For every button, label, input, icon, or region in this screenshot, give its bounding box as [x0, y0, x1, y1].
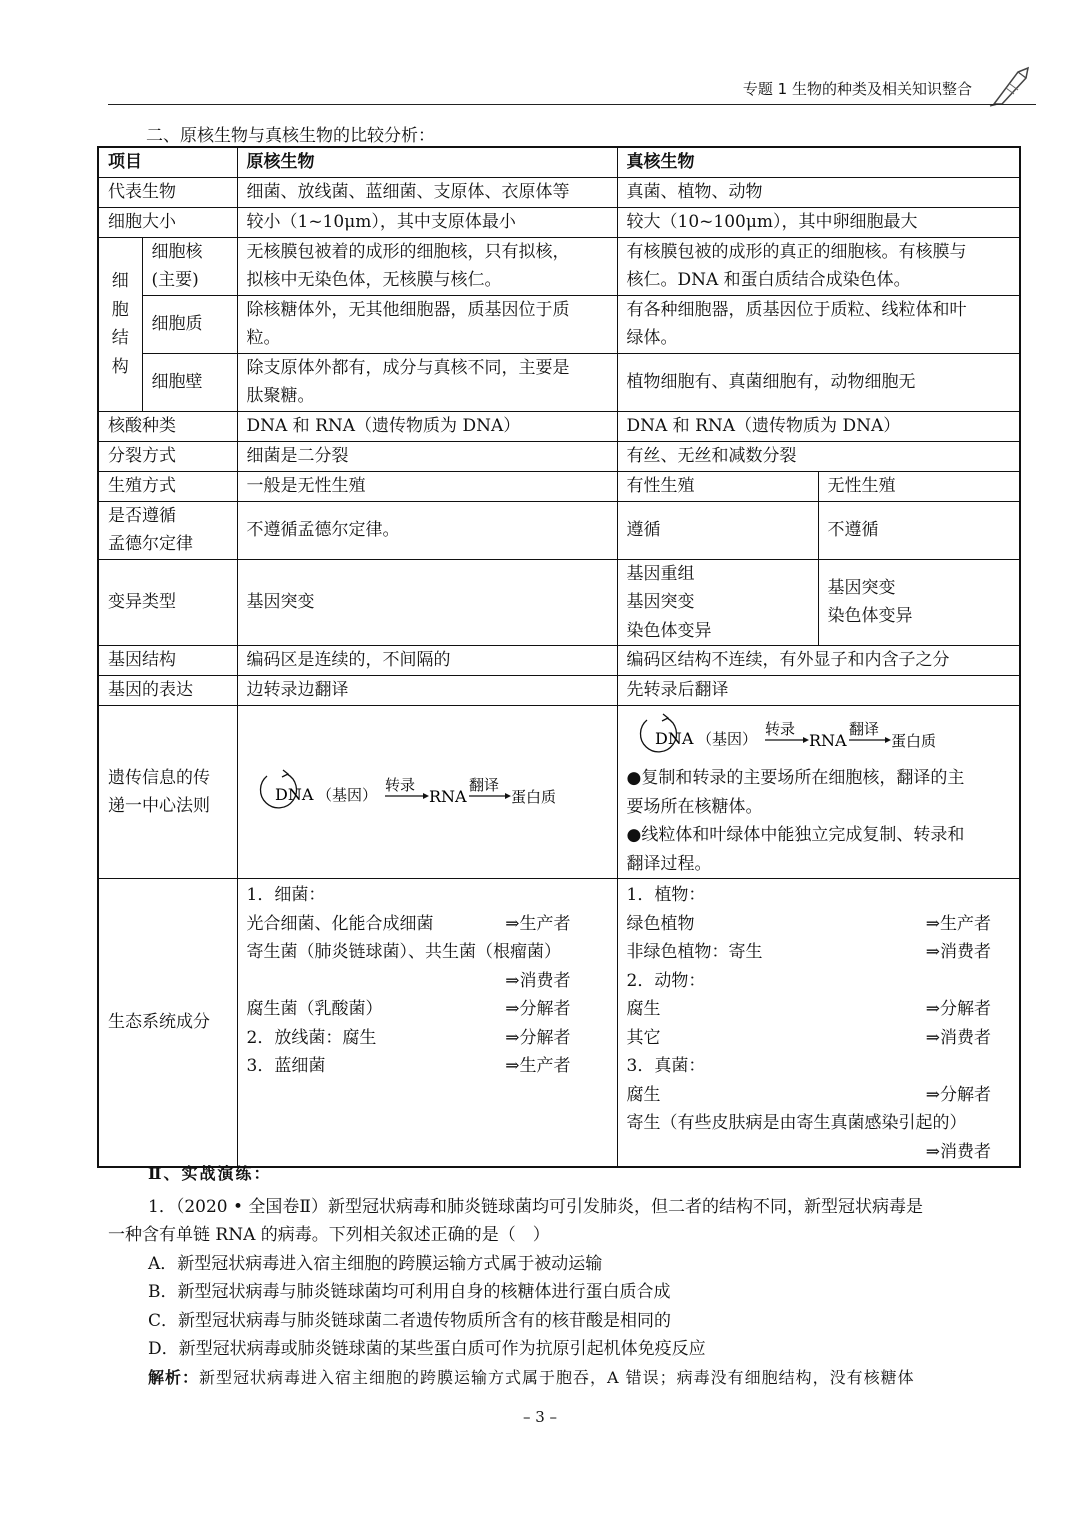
cell-eukaryote — [617, 237, 1020, 295]
group-char: 构 — [111, 356, 129, 377]
cell-eukaryote — [617, 879, 1020, 1168]
central-dogma-diagram-eukaryote — [627, 710, 947, 764]
cell-eukaryote-a — [617, 559, 818, 646]
analysis-text: 新型冠状病毒进入宿主细胞的跨膜运输方式属于胞吞，A 错误；病毒没有细胞结构，没有核糖体 — [199, 1367, 915, 1387]
text-line: 绿体。 — [626, 328, 678, 348]
cell-eukaryote-b: 无性生殖 — [818, 471, 1020, 501]
arrowhead-icon — [282, 770, 288, 777]
option-b: B．新型冠状病毒与肺炎链球菌均可利用自身的核糖体进行蛋白质合成 — [148, 1282, 671, 1302]
eco-line: 1．植物： — [626, 885, 706, 905]
table-header-row — [98, 147, 1020, 177]
option-a: A．新型冠状病毒进入宿主细胞的跨膜运输方式属于被动运输 — [148, 1253, 603, 1274]
cell-eukaryote: DNA 和 RNA（遗传物质为 DNA） — [617, 411, 1020, 441]
row-label: 变异类型 — [98, 559, 237, 646]
label-line: (主要) — [151, 270, 199, 290]
cell-eukaryote-a: 有性生殖 — [617, 471, 818, 501]
cell-eukaryote — [617, 706, 1020, 879]
text-line: 基因重组 — [626, 563, 695, 584]
note-line: 要场所在核糖体。 — [626, 796, 763, 817]
header-prokaryote: 原核生物 — [237, 147, 617, 177]
central-dogma-diagram — [247, 762, 567, 822]
cell-eukaryote — [617, 295, 1020, 353]
flow-transcription: 转录 — [384, 776, 415, 794]
cell-eukaryote-a: 遵循 — [617, 501, 818, 559]
header-item: 项目 — [98, 147, 237, 177]
eco-line: 2．动物： — [626, 970, 706, 991]
table-row — [98, 879, 1020, 1168]
text-line: 粒。 — [246, 328, 281, 348]
text-line: 基因突变 — [827, 577, 896, 598]
row-label: 生殖方式 — [98, 471, 237, 501]
table-row — [98, 177, 1020, 207]
eco-line: ⇒消费者 — [505, 970, 571, 991]
header-eukaryote: 真核生物 — [617, 147, 1020, 177]
practice-heading: Ⅱ、实战演练： — [148, 1164, 272, 1183]
table-row — [98, 646, 1020, 676]
row-label — [98, 706, 237, 879]
label-line: 细胞核 — [151, 241, 203, 262]
text-line: 拟核中无染色体，无核膜与核仁。 — [246, 270, 502, 290]
cell-prokaryote: 细菌是二分裂 — [237, 441, 617, 471]
question-line: 一种含有单链 RNA 的病毒。下列相关叙述正确的是（ ） — [108, 1225, 550, 1245]
eco-line: 2．放线菌：腐生 ⇒分解者 — [246, 1027, 571, 1048]
text-line: 无核膜包被着的成形的细胞核，只有拟核， — [246, 241, 570, 262]
eco-line: 腐生 ⇒分解者 — [626, 1084, 991, 1105]
cell-prokaryote — [237, 295, 617, 353]
cell-eukaryote: 编码区结构不连续，有外显子和内含子之分 — [617, 646, 1020, 676]
flow-transcription: 转录 — [764, 720, 795, 738]
cell-structure-group — [98, 237, 142, 411]
row-label-wall: 细胞壁 — [142, 353, 237, 411]
cell-prokaryote: DNA 和 RNA（遗传物质为 DNA） — [237, 411, 617, 441]
text-line: 核仁。DNA 和蛋白质结合成染色体。 — [626, 270, 911, 290]
table-row — [98, 353, 1020, 411]
eco-line: 光合细菌、化能合成细菌 ⇒生产者 — [246, 913, 571, 934]
row-label: 分裂方式 — [98, 441, 237, 471]
eco-line: 非绿色植物：寄生 ⇒消费者 — [626, 942, 991, 962]
row-label-nucleus — [142, 237, 237, 295]
cell-prokaryote — [237, 353, 617, 411]
table-row — [98, 207, 1020, 237]
cell-eukaryote: 先转录后翻译 — [617, 676, 1020, 706]
cell-eukaryote: 有丝、无丝和减数分裂 — [617, 441, 1020, 471]
page-number: – 3 – — [522, 1408, 558, 1426]
group-char: 胞 — [111, 299, 129, 320]
header-title: 专题 1 生物的种类及相关知识整合 — [742, 80, 972, 98]
cell-prokaryote — [237, 706, 617, 879]
analysis — [108, 1364, 1020, 1393]
cell-prokaryote: 细菌、放线菌、蓝细菌、支原体、衣原体等 — [237, 177, 617, 207]
flow-rna: RNA — [808, 731, 847, 750]
table-row — [98, 559, 1020, 646]
row-label: 核酸种类 — [98, 411, 237, 441]
cell-prokaryote — [237, 879, 617, 1168]
group-char: 细 — [111, 271, 129, 291]
eco-line: ⇒消费者 — [925, 1141, 991, 1162]
cell-prokaryote: 边转录边翻译 — [237, 676, 617, 706]
cell-eukaryote: 植物细胞有、真菌细胞有，动物细胞无 — [617, 353, 1020, 411]
text-line: 有核膜包被的成形的真正的细胞核。有核膜与 — [626, 241, 967, 262]
flow-translation: 翻译 — [848, 720, 879, 738]
table-row — [98, 676, 1020, 706]
row-label: 基因的表达 — [98, 676, 237, 706]
flow-rna: RNA — [428, 787, 467, 806]
eco-line: 3．蓝细菌 ⇒生产者 — [246, 1056, 571, 1076]
table-row — [98, 471, 1020, 501]
cell-prokaryote: 基因突变 — [237, 559, 617, 646]
table-row — [98, 237, 1020, 295]
pen-icon — [988, 64, 1036, 108]
text-line: 有各种细胞器，质基因位于质粒、线粒体和叶 — [626, 299, 967, 320]
section-title: 二、原核生物与真核生物的比较分析： — [146, 126, 435, 146]
note-line: ●复制和转录的主要场所在细胞核，翻译的主 — [626, 768, 965, 788]
eco-line: 腐生 ⇒分解者 — [626, 999, 991, 1019]
option-d: D．新型冠状病毒或肺炎链球菌的某些蛋白质可作为抗原引起机体免疫反应 — [148, 1339, 706, 1359]
label-line: 递一中心法则 — [108, 796, 210, 816]
group-char: 结 — [111, 328, 129, 348]
cell-eukaryote: 较大（10~100μm），其中卵细胞最大 — [617, 207, 1020, 237]
cell-prokaryote: 编码区是连续的，不间隔的 — [237, 646, 617, 676]
flow-protein: 蛋白质 — [890, 732, 936, 750]
text-line: 肽聚糖。 — [246, 386, 315, 406]
text-line: 染色体变异 — [626, 620, 712, 641]
cell-prokaryote: 不遵循孟德尔定律。 — [237, 501, 617, 559]
eco-line: 3．真菌： — [626, 1056, 706, 1076]
table-row — [98, 295, 1020, 353]
flow-gene: （基因） — [696, 730, 757, 748]
text-line: 除支原体外都有，成分与真核不同，主要是 — [246, 357, 570, 378]
question-line: 1．（2020 • 全国卷Ⅱ）新型冠状病毒和肺炎链球菌均可引发肺炎，但二者的结构不同，新型冠状病毒是 — [148, 1196, 923, 1217]
cell-prokaryote: 一般是无性生殖 — [237, 471, 617, 501]
table-row — [98, 501, 1020, 559]
cell-prokaryote — [237, 237, 617, 295]
flow-protein: 蛋白质 — [510, 788, 556, 806]
eco-line: 1．细菌： — [246, 885, 326, 905]
label-line: 遗传信息的传 — [108, 767, 210, 788]
cell-eukaryote: 真菌、植物、动物 — [617, 177, 1020, 207]
eco-line: 绿色植物 ⇒生产者 — [626, 913, 991, 934]
cell-eukaryote-b: 不遵循 — [818, 501, 1020, 559]
text-line: 除核糖体外，无其他细胞器，质基因位于质 — [246, 299, 570, 320]
label-line: 孟德尔定律 — [108, 534, 193, 554]
text-line: 基因突变 — [626, 592, 695, 612]
table-row — [98, 441, 1020, 471]
note-line: 翻译过程。 — [626, 853, 712, 874]
header-divider — [108, 104, 1036, 105]
label-line: 是否遵循 — [108, 505, 176, 526]
eco-line: 寄生菌（肺炎链球菌）、共生菌（根瘤菌） — [246, 942, 561, 962]
cell-eukaryote-b — [818, 559, 1020, 646]
table-row — [98, 411, 1020, 441]
comparison-table — [97, 146, 1021, 1168]
cell-prokaryote: 较小（1~10μm），其中支原体最小 — [237, 207, 617, 237]
table-row — [98, 706, 1020, 879]
flow-dna: DNA — [274, 785, 313, 804]
analysis-label: 解析： — [148, 1367, 200, 1387]
arrowhead-icon — [662, 714, 668, 721]
flow-dna: DNA — [654, 729, 693, 748]
eco-line: 腐生菌（乳酸菌） ⇒分解者 — [246, 999, 571, 1019]
option-c: C．新型冠状病毒与肺炎链球菌二者遗传物质所含有的核苷酸是相同的 — [148, 1310, 672, 1331]
text-line: 染色体变异 — [827, 606, 913, 627]
flow-gene: （基因） — [316, 786, 377, 804]
practice-section — [108, 1160, 1020, 1392]
eco-line: 其它 ⇒消费者 — [626, 1027, 991, 1048]
row-label: 代表生物 — [98, 177, 237, 207]
note-line: ●线粒体和叶绿体中能独立完成复制、转录和 — [626, 825, 965, 845]
eukaryote-notes — [627, 764, 1011, 878]
row-label: 生态系统成分 — [98, 879, 237, 1168]
row-label — [98, 501, 237, 559]
row-label: 细胞大小 — [98, 207, 237, 237]
flow-translation: 翻译 — [468, 776, 499, 794]
eco-line: 寄生（有些皮肤病是由寄生真菌感染引起的） — [626, 1113, 967, 1133]
row-label-cytoplasm: 细胞质 — [142, 295, 237, 353]
row-label: 基因结构 — [98, 646, 237, 676]
